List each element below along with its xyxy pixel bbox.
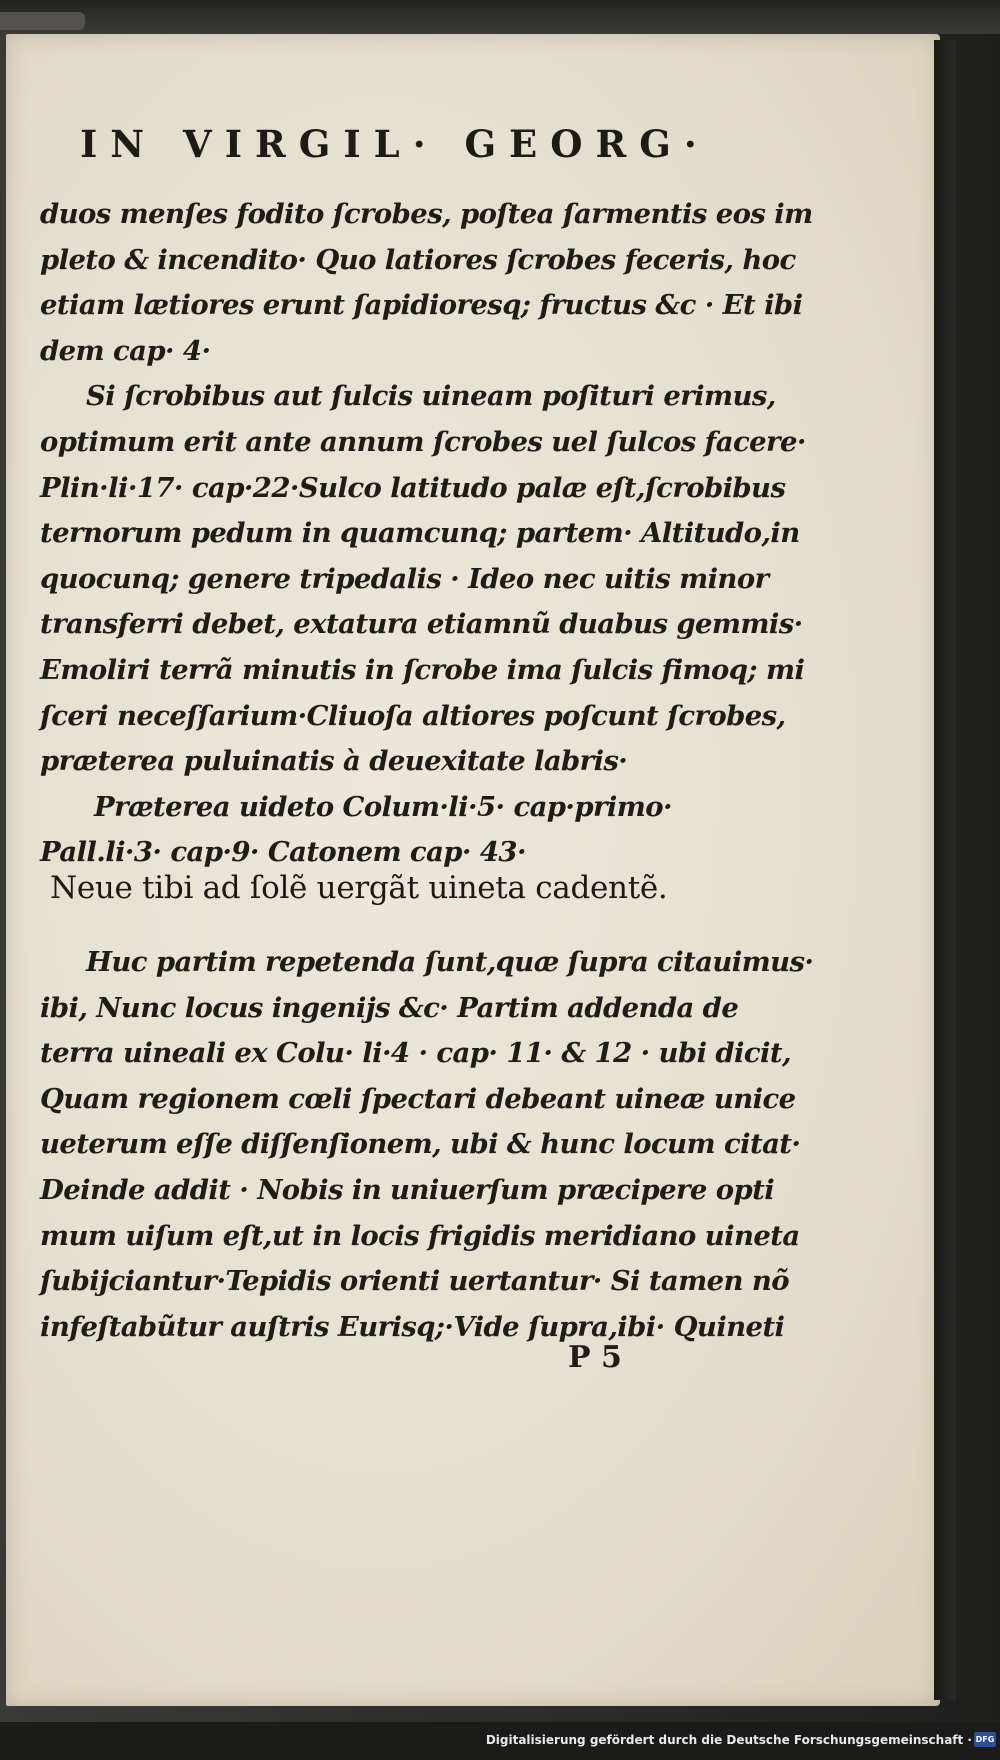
text-line: quocunq; genere tripedalis · Ideo nec uitis minor <box>40 562 769 595</box>
text-line: ſceri neceſſarium·Cliuoſa altiores poſcunt ſcrobes, <box>40 699 786 732</box>
text-line: ueterum eſſe diſſenſionem, ubi & hunc locum citat· <box>40 1128 801 1161</box>
page-fore-edge <box>934 40 956 1700</box>
text-line: Si ſcrobibus aut ſulcis uineam poſituri erimus, <box>86 380 776 413</box>
text-line: præterea puluinatis à deuexitate labris· <box>40 745 628 778</box>
text-line: duos menſes fodito ſcrobes, poſtea ſarmentis eos im <box>40 198 813 230</box>
scan-top-edge <box>0 0 1000 34</box>
text-line: Quam regionem cœli ſpectari debeant uineæ unice <box>40 1082 796 1115</box>
text-line: Pall.li·3· cap·9· Catonem cap· 43· <box>40 836 526 869</box>
text-line: dem cap· 4· <box>40 334 211 367</box>
text-line: optimum erit ante annum ſcrobes uel ſulcos facere· <box>40 425 806 458</box>
text-line: ternorum pedum in quamcunq; partem· Altitudo,in <box>40 517 800 550</box>
text-block-lower <box>40 940 814 1350</box>
funding-credit: Digitalisierung gefördert durch die Deutsche Forschungsgemeinschaft · <box>485 1733 972 1747</box>
text-line: ſubijciantur·Tepidis orienti uertantur· Si tamen nõ <box>40 1265 790 1298</box>
verse-lemma: Neue tibi ad ſolẽ uergãt uineta cadentẽ. <box>50 870 668 906</box>
text-line: terra uineali ex Colu· li·4 · cap· 11· & 12 · ubi dicit, <box>40 1037 791 1070</box>
text-line: ibi, Nunc locus ingenijs &c· Partim addenda de <box>40 991 739 1024</box>
dfg-logo-icon: DFG <box>974 1732 996 1747</box>
text-line: Deinde addit · Nobis in uniuerſum præcipere opti <box>40 1173 775 1206</box>
text-line: Præterea uideto Colum·li·5· cap·primo· <box>94 790 672 823</box>
text-line: etiam lætiores erunt ſapidioresq; fructus &c · Et ibi <box>40 289 803 322</box>
text-line: transferri debet, extatura etiamnũ duabus gemmis· <box>40 608 803 641</box>
binding-mark <box>0 12 85 30</box>
running-head: IN VIRGIL· GEORG· <box>80 122 710 166</box>
text-line: Huc partim repetenda ſunt,quæ ſupra citauimus· <box>86 946 814 978</box>
text-line: mum uiſum eſt,ut in locis frigidis meridiano uineta <box>40 1219 800 1252</box>
text-line: infeſtabũtur auſtris Eurisq;·Vide ſupra,ibi· Quineti <box>40 1310 785 1343</box>
footer-bar <box>0 1722 1000 1760</box>
text-line: Plin·li·17· cap·22·Sulco latitudo palæ eſt,ſcrobibus <box>40 471 786 504</box>
text-block-upper <box>40 192 813 876</box>
text-line: pleto & incendito· Quo latiores ſcrobes feceris, hoc <box>40 243 796 276</box>
signature-mark: P 5 <box>568 1340 622 1375</box>
text-line: Emoliri terrã minutis in ſcrobe ima ſulcis fimoq; mi <box>40 653 805 686</box>
